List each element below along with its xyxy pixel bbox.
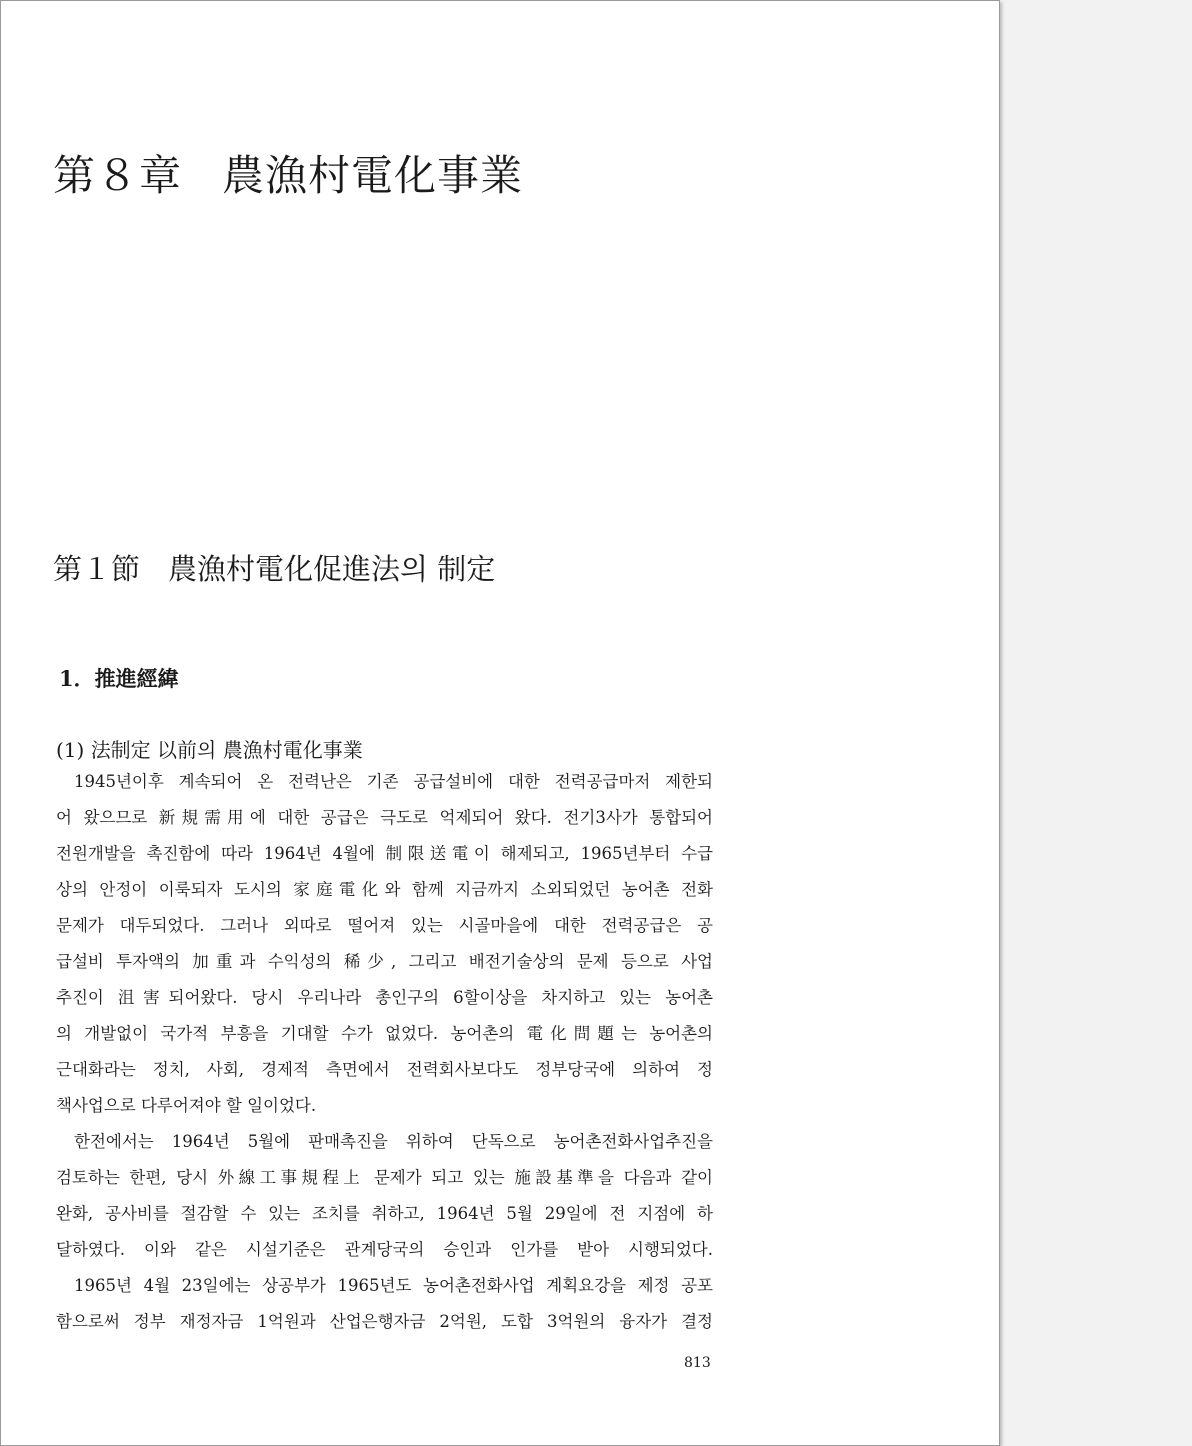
- sub-subsection-heading: (1) 法制定 以前의 農漁村電化事業: [56, 738, 363, 762]
- text-line: 책사업으로 다루어져야 할 일이었다.: [56, 1096, 317, 1115]
- text-line: 완화, 공사비를 절감할 수 있는 조치를 취하고, 1964년 5월 29일에 전 지점에 하: [56, 1204, 713, 1223]
- chapter-name: 農漁村電化事業: [222, 151, 524, 200]
- chapter-number: 第８章: [53, 151, 183, 200]
- text-line: 상의 안정이 이룩되자 도시의 家庭電化와 함께 지금까지 소외되었던 농어촌 전화: [56, 880, 713, 899]
- text-line: 어 왔으므로 新規需用에 대한 공급은 극도로 억제되어 왔다. 전기3사가 통합되어: [56, 808, 713, 827]
- text-line: 문제가 대두되었다. 그러나 외따로 떨어져 있는 시골마을에 대한 전력공급은 공: [56, 916, 713, 935]
- text-line: 1965년 4월 23일에는 상공부가 1965년도 농어촌전화사업 계획요강을 제정 공포: [74, 1276, 713, 1295]
- section-title: [53, 547, 495, 588]
- body-text: [56, 768, 713, 1344]
- text-line: 급설비 투자액의 加重과 수익성의 稀少, 그리고 배전기술상의 문제 등으로 사업: [56, 952, 713, 971]
- section-name: 農漁村電化促進法의 制定: [168, 552, 496, 586]
- subsection-heading: 1．推進經緯: [59, 666, 179, 691]
- text-line: 검토하는 한편, 당시 外線工事規程上 문제가 되고 있는 施設基準을 다음과 같이: [56, 1168, 713, 1187]
- text-line: 의 개발없이 국가적 부흥을 기대할 수가 없었다. 농어촌의 電化問題는 농어촌의: [56, 1024, 713, 1043]
- section-number: 第１節: [53, 552, 141, 586]
- text-line: 근대화라는 정치, 사회, 경제적 측면에서 전력회사보다도 정부당국에 의하여 정: [56, 1060, 713, 1079]
- page-number: 813: [684, 1355, 711, 1371]
- text-line: 1945년이후 계속되어 온 전력난은 기존 공급설비에 대한 전력공급마저 제한되: [74, 772, 713, 791]
- text-line: 한전에서는 1964년 5월에 판매촉진을 위하여 단독으로 농어촌전화사업추진을: [74, 1132, 713, 1151]
- text-line: 달하였다. 이와 같은 시설기준은 관계당국의 승인과 인가를 받아 시행되었다.: [56, 1240, 713, 1259]
- chapter-title: [53, 143, 523, 203]
- text-line: 전원개발을 촉진함에 따라 1964년 4월에 制限送電이 해제되고, 1965년부터 수급: [56, 844, 713, 863]
- text-line: 함으로써 정부 재정자금 1억원과 산업은행자금 2억원, 도합 3억원의 융자가 결정: [56, 1312, 713, 1331]
- text-line: 추진이 沮害되어왔다. 당시 우리나라 총인구의 6할이상을 차지하고 있는 농어촌: [56, 988, 713, 1007]
